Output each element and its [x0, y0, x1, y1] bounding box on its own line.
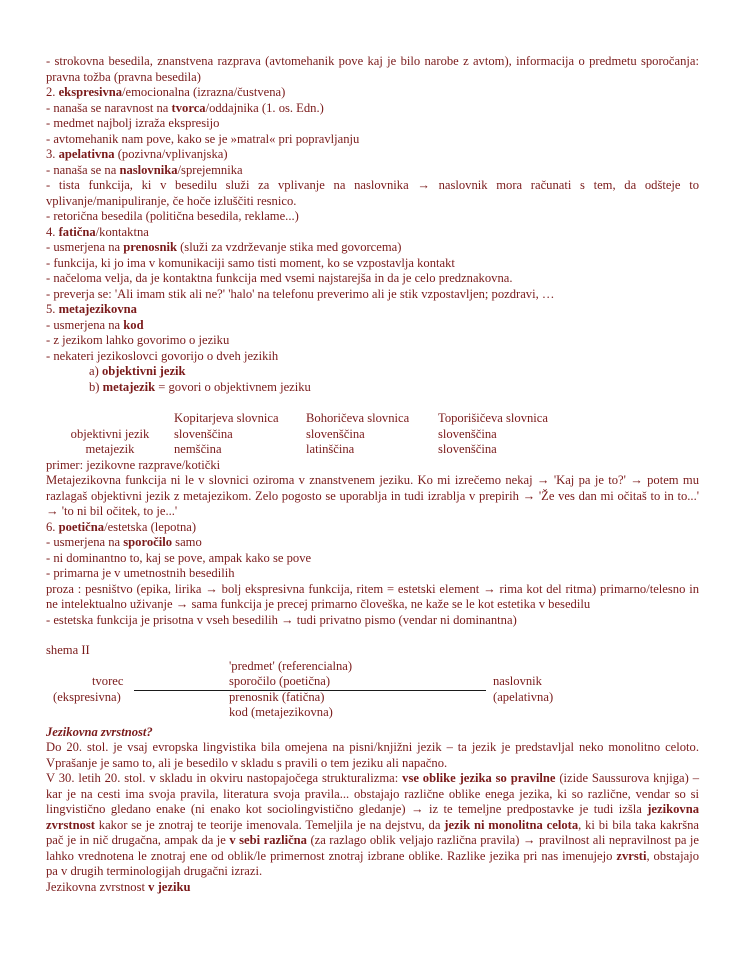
text-line: [46, 163, 699, 179]
text-run: primer: jezikovne razprave/kotički: [46, 457, 221, 472]
text-run: - nekateri jezikoslovci govorijo o dveh jezikih: [46, 348, 279, 363]
text-run: V 30. letih 20. stol. v skladu in okviru nastopajočega strukturalizma:: [46, 771, 403, 785]
table-cell: metajezik: [85, 442, 135, 456]
text-run: a): [89, 364, 102, 378]
emphasis-run: sporočilo: [123, 535, 173, 549]
table-header-cell: Kopitarjeva slovnica: [174, 411, 279, 425]
table-header-cell: Bohoričeva slovnica: [306, 411, 410, 425]
text-line: [46, 613, 699, 629]
emphasis-run: Jezikovna zvrstnost?: [46, 724, 153, 739]
text-run: - načeloma velja, da je kontaktna funkcija med vsemi najstarejša in da je celo predznakovna.: [46, 271, 513, 285]
text-run: 5.: [46, 302, 59, 316]
text-line: [46, 520, 699, 536]
emphasis-run: v jeziku: [148, 879, 191, 894]
table-cell: slovenščina: [306, 426, 365, 441]
language-functions-part1: [46, 54, 699, 395]
text-line: [46, 333, 699, 349]
text-line: [46, 458, 699, 474]
text-line: [46, 880, 699, 896]
text-run: - ni dominantno to, kaj se pove, ampak kako se pove: [46, 550, 312, 565]
text-line: [46, 287, 699, 303]
text-line: [46, 302, 699, 318]
text-line: [46, 349, 699, 365]
text-line: [46, 318, 699, 334]
table-cell: latinščina: [306, 442, 355, 456]
text-line: [46, 380, 699, 396]
text-line: [46, 535, 699, 551]
emphasis-run: prenosnik: [123, 240, 177, 254]
text-run: (za razlago oblik veljajo različna pravila) → pravilnost ali nepravilnost pa je lahko vrednotena le znotraj ene od oblik/le primernost znotraj izbrane oblike. Razlike jezika pri nas imenujejo: [46, 833, 700, 863]
table-cell: objektivni jezik: [70, 426, 150, 441]
communication-schema: [46, 659, 699, 725]
table-header-row: [46, 411, 548, 427]
spacer: [46, 628, 699, 643]
language-functions-part2: [46, 458, 699, 629]
emphasis-run: jezikovna zvrstnost: [46, 802, 699, 832]
emphasis-run: poetična: [58, 519, 105, 534]
text-run: proza : pesništvo (epika, lirika → bolj ekspresivna funkcija, ritem = estetski element → rima kot del ritma) primarno/telesno in ne intelektualno uživanje → sama funkcija je precej primarno človeška, ne kaže se le kot estetika v besedilu: [46, 581, 699, 611]
schema-tvorec-function: (ekspresivna): [53, 689, 121, 704]
schema-naslovnik: naslovnik: [493, 674, 542, 688]
text-run: - usmerjena na: [46, 317, 124, 332]
schema-prenosnik: prenosnik (fatična): [229, 689, 325, 704]
text-line: [46, 178, 699, 209]
emphasis-run: metajezikovna: [58, 302, 137, 316]
text-line: [46, 101, 699, 117]
text-line: [46, 364, 699, 380]
text-line: [46, 725, 699, 741]
text-run: - strokovna besedila, znanstvena razprava (avtomehanik pove kaj je bilo narobe z avtom), informacija o predmetu sporočanja: pravna tožba (pravna besedila): [46, 54, 699, 84]
emphasis-run: ekspresivna: [58, 85, 123, 99]
text-line: [46, 132, 699, 148]
schema-title: shema II: [46, 643, 90, 657]
document-page: [46, 54, 699, 895]
text-run: 3.: [46, 147, 59, 161]
emphasis-run: metajezik: [102, 379, 156, 394]
text-run: 6.: [46, 519, 59, 534]
emphasis-run: jezik ni monolitna celota: [444, 817, 579, 832]
text-run: - usmerjena na: [46, 240, 124, 254]
text-line: [46, 582, 699, 613]
table-cell: slovenščina: [174, 426, 233, 441]
text-run: (pozivna/vplivanjska): [114, 147, 228, 161]
text-run: - medmet najbolj izraža ekspresijo: [46, 116, 220, 130]
text-run: kakor se je znotraj te teorije imenovala. Temeljila je na dejstvu, da: [94, 817, 445, 832]
text-line: [46, 54, 699, 85]
language-variety-section: [46, 725, 699, 896]
text-run: - avtomehanik nam pove, kako se je »matral« pri popravljanju: [46, 131, 360, 146]
table-row: [46, 442, 548, 458]
text-line: [46, 240, 699, 256]
emphasis-run: apelativna: [58, 147, 115, 161]
text-line: [46, 147, 699, 163]
text-run: (služi za vzdrževanje stika med govorcema): [176, 240, 402, 254]
table-cell: nemščina: [174, 442, 222, 456]
text-run: - z jezikom lahko govorimo o jeziku: [46, 333, 230, 347]
emphasis-run: zvrsti: [616, 848, 647, 863]
emphasis-run: objektivni jezik: [101, 364, 186, 378]
text-run: Jezikovna zvrstnost: [46, 879, 149, 894]
text-run: , obstajajo pa v drugih terminologijah drugačni izrazi.: [46, 848, 700, 878]
text-run: = govori o objektivnem jeziku: [155, 379, 311, 394]
text-run: - nanaša se na: [46, 162, 120, 177]
text-line: [46, 85, 699, 101]
text-run: b): [89, 379, 103, 394]
text-run: - estetska funkcija je prisotna v vseh besedilih → tudi privatno pismo (vendar ni dominantna): [46, 612, 517, 627]
text-line: [46, 771, 699, 880]
emphasis-run: kod: [123, 317, 144, 332]
emphasis-run: tvorca: [171, 100, 206, 115]
text-line: [46, 566, 699, 582]
text-run: /sprejemnika: [177, 162, 243, 177]
text-run: - preverja se: 'Ali imam stik ali ne?' 'halo' na telefonu preverimo ali je stik vzpostavljen; pozdravi, …: [46, 286, 555, 301]
text-run: - retorična besedila (politična besedila, reklame...): [46, 209, 299, 223]
schema-naslovnik-function: (apelativna): [493, 689, 554, 704]
text-run: - usmerjena na: [46, 535, 124, 549]
text-line: [46, 225, 699, 241]
grammar-comparison-table: [46, 411, 548, 458]
text-line: [46, 209, 699, 225]
text-run: samo: [172, 535, 202, 549]
text-run: - tista funkcija, ki v besedilu služi za vplivanje na naslovnika → naslovnik mora računati s tem, da odšteje to vplivanje/manipuliranje, če hoče izluščiti resnico.: [46, 178, 699, 208]
text-run: Metajezikovna funkcija ni le v slovnici oziroma v znanstvenem jeziku. Ko mi izrečemo nekaj → 'Kaj pa je to?' → potem mu razlagaš objektivni jezik z metajezikom. Zelo pogosto se uporablja in tudi izrablja v prepirih → 'Že ves dan mi očitaš to in to...' → 'to ni bil očitek, to je...': [46, 473, 699, 518]
text-run: 2.: [46, 85, 59, 99]
text-line: [46, 271, 699, 287]
emphasis-run: naslovnika: [119, 162, 178, 177]
text-run: /kontaktna: [95, 224, 149, 239]
text-run: , ki bi bila taka kakršna pač je in nič drugačna, ampak da je: [46, 817, 700, 847]
text-run: - primarna je v umetnostnih besedilih: [46, 566, 235, 580]
text-line: [46, 116, 699, 132]
emphasis-run: fatična: [58, 224, 96, 239]
schema-predmet: 'predmet' (referencialna): [229, 658, 353, 673]
table-header-cell: [46, 411, 174, 427]
schema-tvorec: tvorec: [92, 674, 124, 688]
emphasis-run: v sebi različna: [229, 833, 307, 847]
text-line: [46, 256, 699, 272]
text-run: - funkcija, ki jo ima v komunikaciji samo tisti moment, ko se vzpostavlja kontakt: [46, 255, 455, 270]
text-line: [46, 740, 699, 771]
table-cell: slovenščina: [438, 426, 497, 441]
text-run: - nanaša se naravnost na: [46, 100, 172, 115]
table-row: [46, 427, 548, 443]
emphasis-run: vse oblike jezika so pravilne: [402, 771, 556, 785]
text-run: /oddajnika (1. os. Edn.): [205, 100, 324, 115]
text-run: /emocionalna (izrazna/čustvena): [122, 85, 286, 99]
text-run: (izide Saussurova knjiga) – kar je na cesti ima svoja pravila, literatura svoja pravila... obstajajo različne oblike enega jezika, ki so različne, vendar so si lingvistično gledano enake (ni enako kot sociolingvistično gledanje) → iz te temeljne predpostavke je tudi izšla: [46, 771, 699, 816]
text-run: Do 20. stol. je vsaj evropska lingvistika bila omejena na pisni/knjižni jezik – ta jezik je predstavljal neko monolitno celoto. Vprašanje je samo to, ali je besedilo v skladu s pravili o tem jeziku ali napačno.: [46, 740, 699, 770]
text-line: [46, 473, 699, 520]
text-run: /estetska (lepotna): [104, 519, 197, 534]
schema-sporocilo: sporočilo (poetična): [229, 674, 331, 688]
text-line: [46, 551, 699, 567]
table-cell: slovenščina: [438, 442, 497, 456]
table-header-cell: Toporišičeva slovnica: [438, 411, 548, 425]
schema-kod: kod (metajezikovna): [229, 705, 333, 719]
text-run: 4.: [46, 224, 59, 239]
